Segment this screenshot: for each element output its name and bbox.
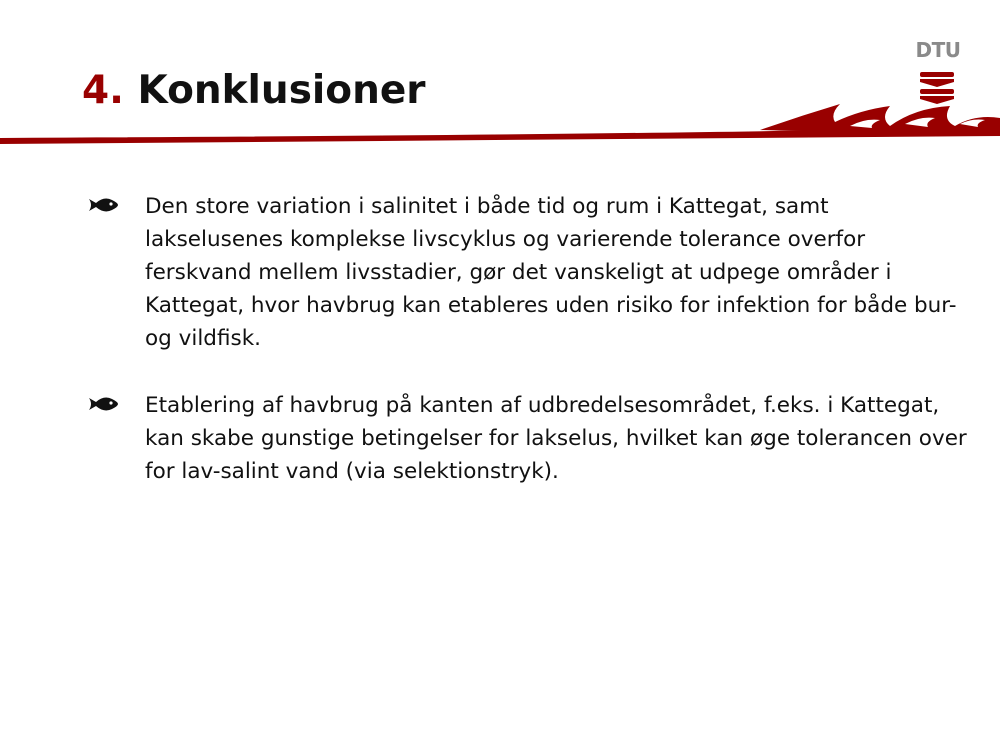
bullet-item: [88, 389, 968, 488]
dtu-logo-text: DTU: [915, 38, 961, 62]
slide-title-number: 4.: [82, 68, 124, 113]
conclusion-bullet-list: [88, 190, 968, 522]
fish-icon: [88, 195, 118, 215]
dtu-wave-swoosh: [0, 96, 1000, 146]
bullet-item: [88, 190, 968, 355]
slide-title-text: Konklusioner: [137, 68, 426, 113]
fish-icon: [88, 394, 118, 414]
bullet-text: Den store variation i salinitet i både tid og rum i Kattegat, samt lakselusenes komplekse livscyklus og varierende tolerance overfor ferskvand mellem livsstadier, gør det vanskeligt at udpege områder i Kattegat, hvor havbrug kan etableres uden risiko for infektion for både bur- og vildfisk.: [145, 194, 957, 351]
bullet-text: Etablering af havbrug på kanten af udbredelsesområdet, f.eks. i Kattegat, kan skabe gunstige betingelser for lakselus, hvilket kan øge tolerancen over for lav-salint vand (via selektionstryk).: [145, 393, 967, 484]
